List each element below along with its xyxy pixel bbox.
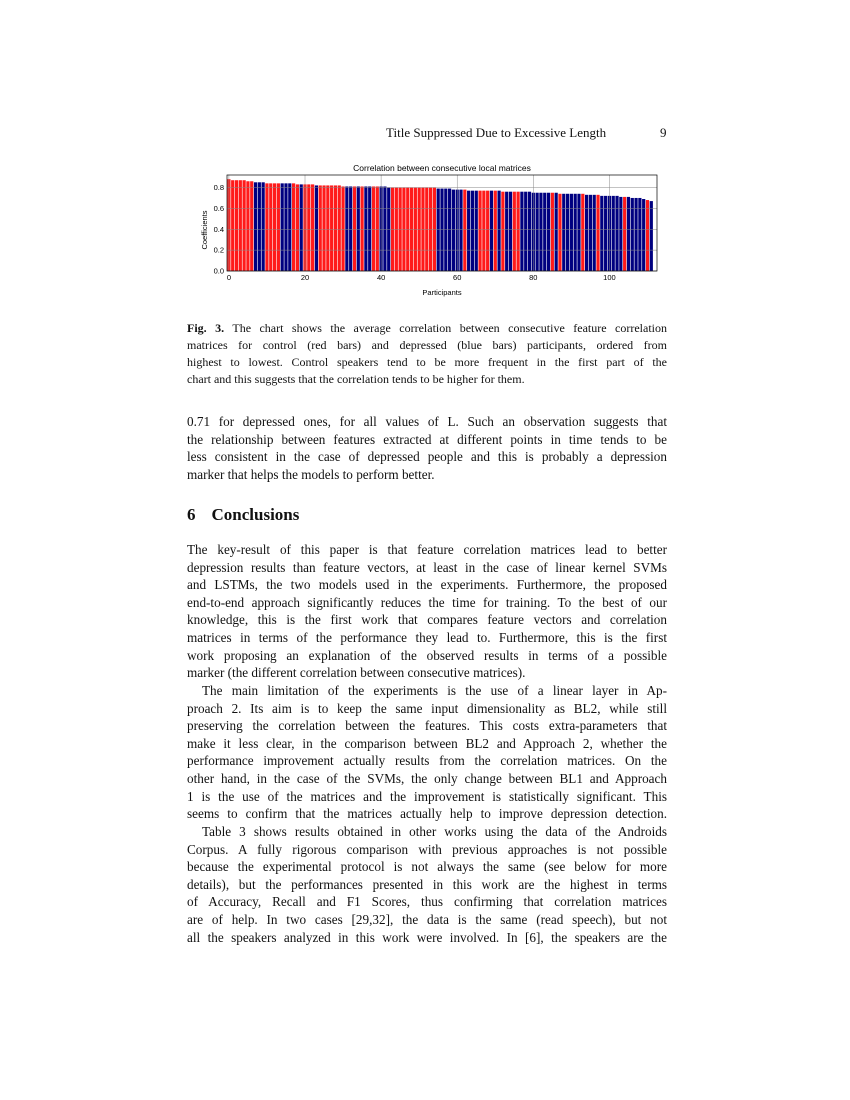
bar [486, 191, 489, 271]
bar [558, 194, 561, 271]
y-axis-label: Coefficients [200, 210, 209, 250]
bar [596, 195, 599, 271]
bar [292, 183, 295, 271]
text-line: less consistent in the case of depressed people and this is probably a depression [187, 449, 667, 465]
bar [452, 190, 455, 271]
bar [284, 183, 287, 271]
bar [631, 198, 634, 271]
bar [494, 191, 497, 271]
bar [296, 184, 299, 271]
bar [262, 182, 265, 271]
bar [383, 186, 386, 271]
y-tick-label: 0.8 [213, 183, 224, 193]
bar [345, 186, 348, 271]
bar [490, 191, 493, 271]
bar [243, 180, 246, 271]
x-axis-label: Participants [422, 288, 462, 297]
text-line: marker that helps the models to perform better. [187, 466, 435, 482]
text-line: of Accuracy, Recall and F1 Scores, thus confirming that correlation matrices [187, 894, 667, 910]
bar [642, 199, 645, 271]
bar [581, 194, 584, 271]
text-line: because the experimental protocol is not always the same (see below for more [187, 859, 667, 875]
x-tick-label: 100 [603, 273, 616, 282]
bar [349, 186, 352, 271]
bar [250, 181, 253, 271]
bar [364, 186, 367, 271]
bar [300, 184, 303, 271]
bar [562, 194, 565, 271]
text-line: matrices in terms of the performance they lead to. Furthermore, this is the first [187, 630, 667, 645]
bar [482, 191, 485, 271]
bar [281, 183, 284, 271]
page-number: 9 [660, 125, 667, 140]
bar [338, 185, 341, 271]
bar [311, 184, 314, 271]
bar [360, 186, 363, 271]
section-number: 6 [187, 505, 196, 524]
text-line: make it less clear, in the comparison between BL2 and Approach 2, whether the [187, 735, 667, 751]
bar [444, 189, 447, 271]
bar [604, 196, 607, 271]
text-line: details), but the performances presented in this work are the highest in terms [187, 876, 667, 892]
bar [368, 186, 371, 271]
bar [334, 185, 337, 271]
running-title: Title Suppressed Due to Excessive Length [386, 125, 607, 140]
bar [235, 180, 238, 271]
text-line: other hand, in the case of the SVMs, the only change between BL1 and Approach [187, 771, 667, 786]
figure-label: Fig. 3. [187, 321, 225, 335]
text-line: Corpus. A fully rigorous comparison with previous approaches is not possible [187, 841, 667, 857]
bar [322, 185, 325, 271]
x-tick-label: 20 [300, 273, 310, 282]
bar [254, 182, 257, 271]
bar [231, 180, 234, 271]
bar [638, 198, 641, 271]
bar [478, 191, 481, 271]
bar [650, 201, 653, 271]
caption-line [187, 321, 667, 336]
bar [372, 186, 375, 271]
text-line: The main limitation of the experiments is the use of a linear layer in Ap- [202, 683, 667, 698]
text-line: all the speakers analyzed in this work were involved. In [6], the speakers are the [187, 929, 667, 945]
text-line: 0.71 for depressed ones, for all values of L. Such an observation suggests that [187, 414, 667, 429]
bar [357, 186, 360, 271]
x-tick-label: 0 [226, 273, 231, 282]
text-line: proach 2. Its aim is to keep the same input dimensionality as BL2, while still [187, 700, 667, 716]
bar [528, 192, 531, 271]
caption-line: matrices for control (red bars) and depressed (blue bars) participants, ordered from [187, 338, 667, 352]
bar [634, 198, 637, 271]
bar [646, 200, 649, 271]
caption-text: The chart shows the average correlation between consecutive feature correlation [224, 321, 667, 335]
bar [467, 191, 470, 271]
text-line: depression results than feature vectors, at least in the case of linear kernel SVMs [187, 559, 667, 575]
text-line: and LSTMs, the two models used in the experiments. Furthermore, the proposed [187, 577, 667, 593]
bar [547, 193, 550, 271]
bar [353, 186, 356, 271]
text-line: Table 3 shows results obtained in other works using the data of the Androids [202, 824, 667, 839]
bar [574, 194, 577, 271]
text-line: end-to-end approach significantly reduces the time for training. To the best of our [187, 594, 667, 610]
text-line: the relationship between features extracted at different points in time tends to be [187, 431, 667, 447]
x-tick-label: 60 [453, 273, 462, 282]
bar [437, 189, 440, 271]
text-line: marker (the different correlation between consecutive matrices). [187, 665, 526, 681]
bar [577, 194, 580, 271]
bar [623, 197, 626, 271]
bar [459, 190, 462, 271]
bar [536, 193, 539, 271]
bar [258, 182, 261, 271]
bar [326, 185, 329, 271]
caption-line: highest to lowest. Control speakers tend to be more frequent in the first part of the [187, 355, 667, 369]
bar [475, 191, 478, 271]
y-tick-label: 0.0 [213, 266, 224, 276]
bar [509, 192, 512, 271]
bar [330, 185, 333, 271]
bar [501, 192, 504, 271]
bar [471, 191, 474, 271]
text-line: performance improvement actually results from the correlation matrices. On the [187, 753, 667, 769]
text-line: knowledge, this is the first work that compares feature vectors and correlation [187, 612, 667, 628]
bar [524, 192, 527, 271]
bar [566, 194, 569, 271]
bar [505, 192, 508, 271]
chart-title: Correlation between consecutive local matrices [353, 163, 531, 173]
bar [376, 186, 379, 271]
text-line: seems to confirm that the matrices actually help to improve depression detection. [187, 806, 667, 822]
bar [440, 189, 443, 271]
bar [612, 196, 615, 271]
bar [585, 195, 588, 271]
bar [517, 192, 520, 271]
text-line: preserving the correlation between the features. This costs extra-parameters that [187, 718, 667, 734]
bar [600, 196, 603, 271]
bar [555, 193, 558, 271]
caption-line: chart and this suggests that the correlation tends to be higher for them. [187, 372, 525, 386]
bar [589, 195, 592, 271]
bar [570, 194, 573, 271]
bar [277, 183, 280, 271]
bar [627, 197, 630, 271]
bar [315, 185, 318, 271]
bar [543, 193, 546, 271]
bar [273, 183, 276, 271]
bar [269, 183, 272, 271]
bar [520, 192, 523, 271]
bar [513, 192, 516, 271]
bar [539, 193, 542, 271]
y-tick-label: 0.2 [213, 245, 224, 255]
y-tick-label: 0.4 [213, 224, 224, 234]
bar [551, 193, 554, 271]
text-line: The key-result of this paper is that feature correlation matrices lead to better [187, 542, 667, 557]
bar [265, 183, 268, 271]
bar [615, 196, 618, 271]
bar [288, 183, 291, 271]
text-line: 1 is the use of the matrices and the improvement is statistically significant. This [187, 788, 667, 804]
bar [239, 180, 242, 271]
x-tick-label: 80 [529, 273, 538, 282]
bar [593, 195, 596, 271]
text-line: work proposing an explanation of the observed results in terms of a possible [187, 647, 667, 663]
y-tick-label: 0.6 [213, 203, 224, 213]
bar [246, 181, 249, 271]
bar [619, 197, 622, 271]
text-line: are of help. In two cases [29,32], the data is the same (read speech), but not [187, 912, 667, 927]
bar [448, 189, 451, 271]
bar [341, 186, 344, 271]
bar [307, 184, 310, 271]
bar [463, 190, 466, 271]
bar [497, 191, 500, 271]
bar-chart [190, 158, 670, 303]
x-tick-label: 40 [376, 273, 386, 282]
section-title: Conclusions [211, 505, 300, 524]
bar [319, 185, 322, 271]
section-heading [187, 505, 315, 525]
